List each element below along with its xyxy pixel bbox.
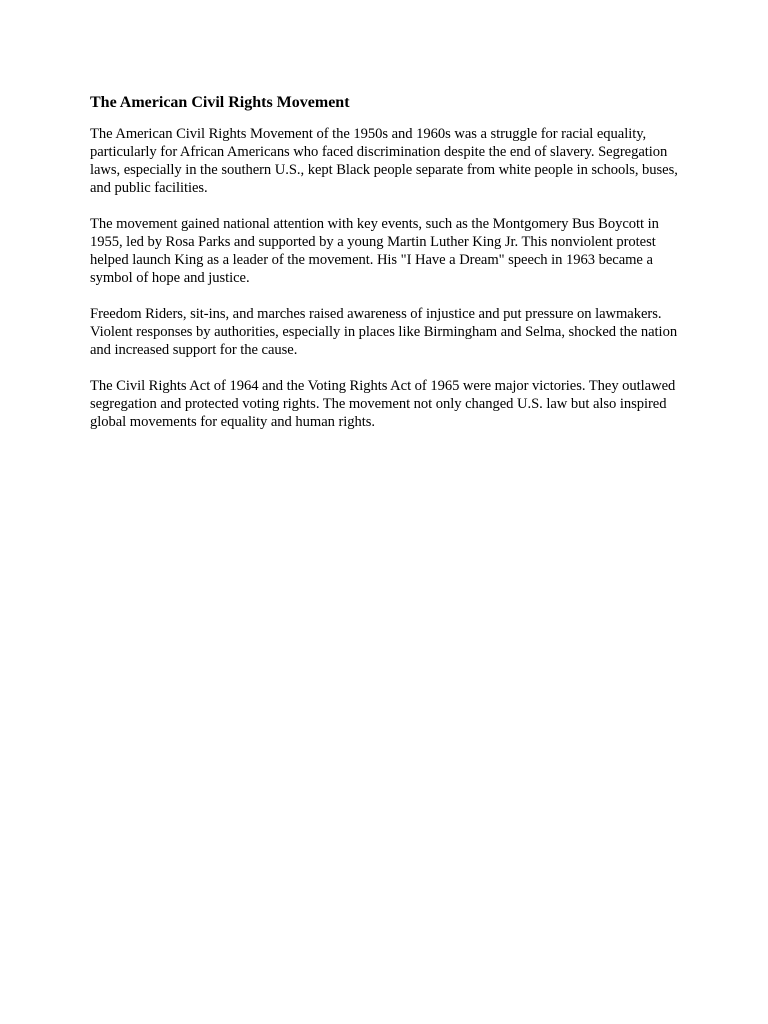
document-body xyxy=(90,92,680,449)
paragraph-intro: The American Civil Rights Movement of the 1950s and 1960s was a struggle for racial equality, particularly for African Americans who faced discrimination despite the end of slavery. Segregation laws, especially in the southern U.S., kept Black people separate from white people in schools, buses, and public facilities. xyxy=(90,126,678,196)
document-title: The American Civil Rights Movement xyxy=(90,94,350,111)
paragraph-civil-rights-act: The Civil Rights Act of 1964 and the Voting Rights Act of 1965 were major victories. They outlawed segregation and protected voting rights. The movement not only changed U.S. law but also inspired global movements for equality and human rights. xyxy=(90,378,676,430)
paragraph-montgomery: The movement gained national attention with key events, such as the Montgomery Bus Boycott in 1955, led by Rosa Parks and supported by a young Martin Luther King Jr. This nonviolent protest helped launch King as a leader of the movement. His "I Have a Dream" speech in 1963 became a symbol of hope and justice. xyxy=(90,216,659,286)
paragraph-freedom-riders: Freedom Riders, sit-ins, and marches raised awareness of injustice and put pressure on lawmakers. Violent responses by authorities, especially in places like Birmingham and Selma, shocked the nation and increased support for the cause. xyxy=(90,306,678,358)
